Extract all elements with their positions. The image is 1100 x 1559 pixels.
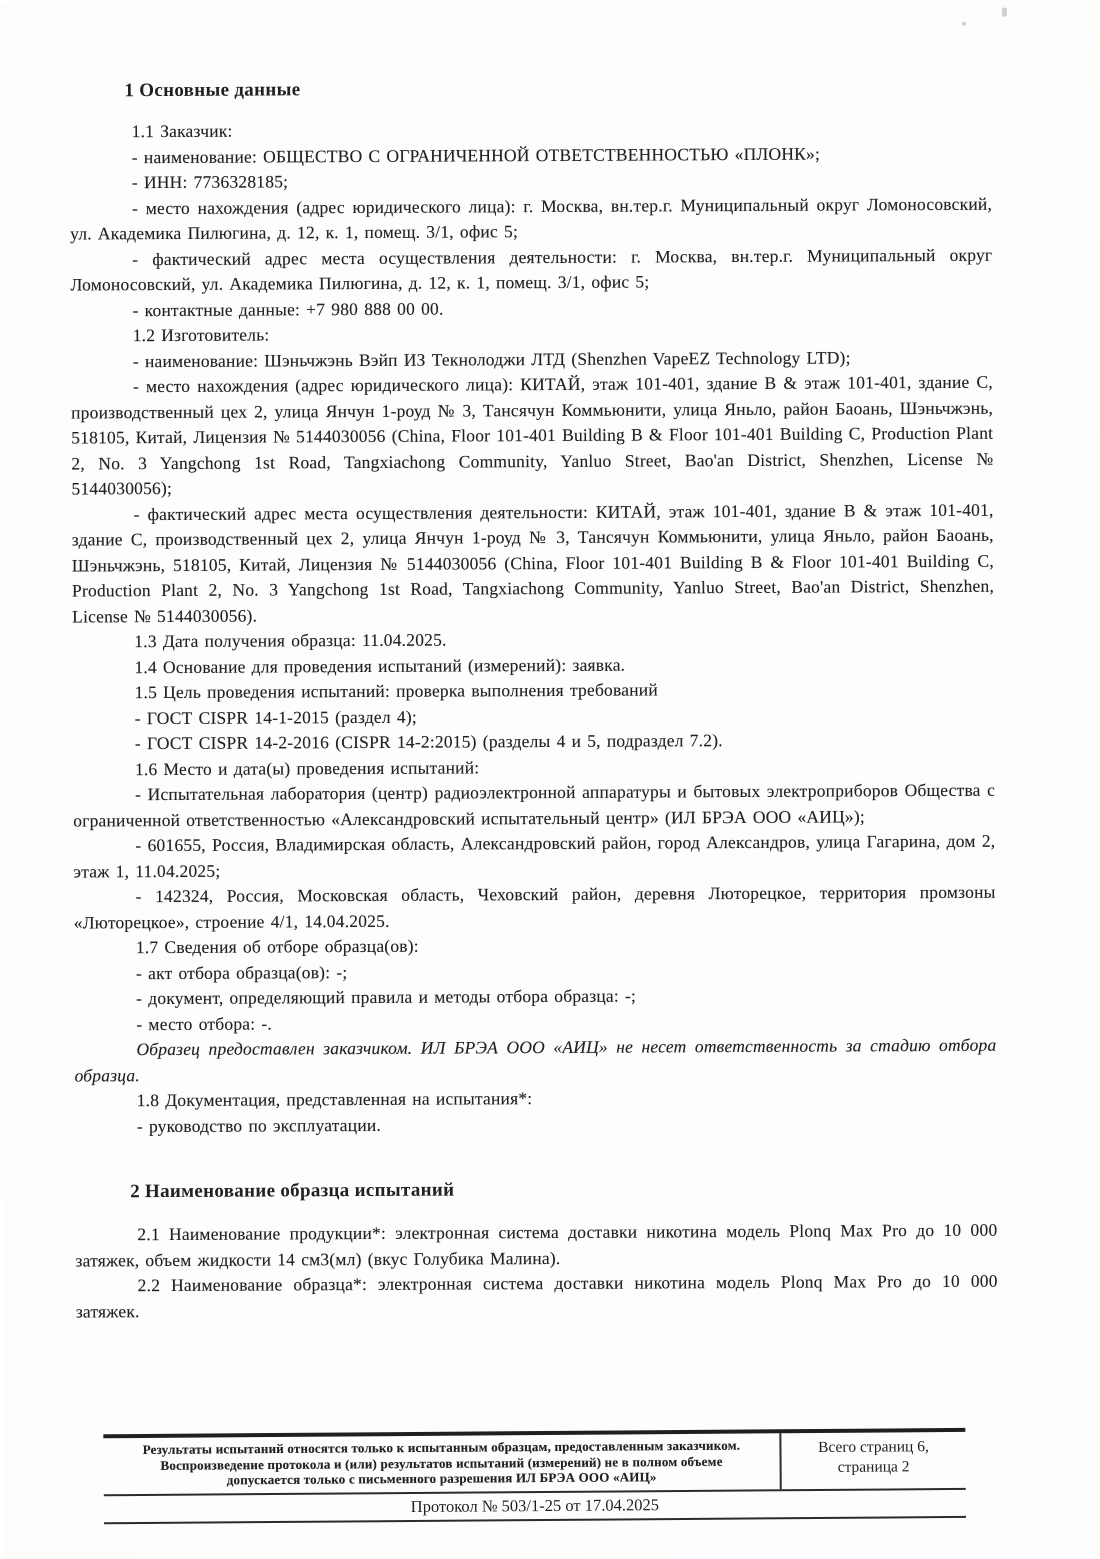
section-2-heading: 2 Наименование образца испытаний [130,1179,455,1203]
paragraph-manufacturer-legal-address: - место нахождения (адрес юридического лица): КИТАЙ, этаж 101-401, здание B & этаж 101-401, здание C, производственный цех 2, улица Янчун 1-роуд № 3, Тансячун Коммьюнити, улица Яньло, район Баоань, Шэньчжэнь, 518105, Китай, Лицензия № 5144030056 (China, Floor 101-401 Building B & Floor 101-401 Building C, Production Plant 2, No. 3 Yangchong 1st Road, Tangxiachong Community, Yanluo Street, Bao'an District, Shenzhen, License № 5144030056); [71,371,994,499]
footer-disclaimer-line-1: Результаты испытаний относятся только к испытанным образцам, предоставленным заказчиком. [142,1437,741,1457]
paragraph-sample-received-date: 1.3 Дата получения образца: 11.04.2025. [134,629,447,652]
paragraph-documentation: 1.8 Документация, представленная на испытания*: [136,1088,533,1111]
paragraph-manufacturer-actual-address: - фактический адрес места осуществления деятельности: КИТАЙ, этаж 101-401, здание B & этаж 101-401, здание C, производственный цех 2, улица Янчун 1-роуд № 3, Тансячун Коммьюнити, улица Яньло, район Баоань, Шэньчжэнь, 518105, Китай, Лицензия № 5144030056 (China, Floor 101-401 Building B & Floor 101-401 Building C, Production Plant 2, No. 3 Yangchong 1st Road, Tangxiachong Community, Yanluo Street, Bao'an District, Shenzhen, License № 5144030056). [71,499,995,626]
scan-artifact [1002,8,1007,17]
paragraph-customer-actual-address: - фактический адрес места осуществления деятельности: г. Москва, вн.тер.г. Муниципальный округ Ломоносовский, ул. Академика Пилюгина, д. 12, к. 1, помещ. 3/1, офис 5; [70,244,993,295]
footer-total-pages: Всего страниц 6, [818,1438,929,1457]
paragraph-manufacturer-name: - наименование: Шэньчжэнь Вэйп ИЗ Текнолоджи ЛТД (Shenzhen VapeEZ Technology LTD); [132,346,851,371]
paragraph-standard-cispr-14-2: - ГОСТ CISPR 14-2-2016 (CISPR 14-2:2015) (разделы 4 и 5, подраздел 7.2). [134,730,723,754]
paragraph-sample-name: 2.2 Наименование образца*: электронная система доставки никотина модель Plonq Max Pro до 10 000 затяжек. [75,1270,998,1321]
paragraph-customer-contacts: - контактные данные: +7 980 888 00 00. [132,298,444,320]
paragraph-test-place-dates: 1.6 Место и дата(ы) проведения испытаний: [134,756,480,779]
paragraph-sampling-act: - акт отбора образца(ов): -; [135,961,348,983]
paragraph-customer-name: - наименование: ОБЩЕСТВО С ОГРАНИЧЕННОЙ ОТВЕТСТВЕННОСТЬЮ «ПЛОНК»; [131,143,821,167]
paragraph-customer-inn: - ИНН: 7736328185; [131,171,289,193]
scan-artifact [962,22,966,26]
footer-disclaimer-line-3: допускается только с письменного разрешения ИЛ БРЭА ООО «АИЦ» [226,1469,657,1488]
footer-current-page: страница 2 [837,1458,910,1476]
paragraph-customer: 1.1 Заказчик: [131,120,233,142]
paragraph-test-purpose: 1.5 Цель проведения испытаний: проверка выполнения требований [134,679,658,703]
paragraph-sampling-info: 1.7 Сведения об отборе образца(ов): [135,935,419,958]
footer-row-disclaimer [103,1432,965,1496]
footer-disclaimer [103,1433,781,1493]
sample-disclaimer-note: Образец предоставлен заказчиком. ИЛ БРЭА ООО «АИЦ» не несет ответственность за стадию отбора образца. [74,1034,997,1085]
paragraph-test-basis: 1.4 Основание для проведения испытаний (измерений): заявка. [134,654,626,677]
protocol-number: Протокол № 503/1-25 от 17.04.2025 [104,1489,966,1523]
footer-disclaimer-line-2: Воспроизведение протокола и (или) результатов испытаний (измерений) не в полном объеме [160,1453,723,1473]
paragraph-standard-cispr-14-1: - ГОСТ CISPR 14-1-2015 (раздел 4); [134,706,417,728]
footer-page-count [781,1432,965,1489]
paragraph-customer-legal-address: - место нахождения (адрес юридического лица): г. Москва, вн.тер.г. Муниципальный округ Ломоносовский, ул. Академика Пилюгина, д. 12, к. 1, помещ. 3/1, офис 5; [70,193,993,244]
paragraph-lab-address-2: - 142324, Россия, Московская область, Чеховский район, деревня Люторецкое, территория промзоны «Люторецкое», строение 4/1, 14.04.2025. [73,881,996,932]
paragraph-manufacturer: 1.2 Изготовитель: [132,324,270,346]
paragraph-product-name: 2.1 Наименование продукции*: электронная система доставки никотина модель Plonq Max Pro до 10 000 затяжек, объем жидкости 14 см3(мл) (вкус Голубика Малина). [75,1219,998,1270]
paragraph-lab-address-1: - 601655, Россия, Владимирская область, Александровский район, город Александров, улица Гагарина, дом 2, этаж 1, 11.04.2025; [73,830,996,881]
paragraph-sampling-document: - документ, определяющий правила и методы отбора образца: -; [136,985,637,1009]
section-1-heading: 1 Основные данные [124,79,301,102]
paragraph-sampling-place: - место отбора: -. [136,1012,273,1034]
paragraph-test-lab: - Испытательная лаборатория (центр) радиоэлектронной аппаратуры и бытовых электроприборов Общества с ограниченной ответственностью «Александровский испытательный центр» (ИЛ БРЭА ООО «АИЦ»); [73,779,996,830]
footer-table [103,1428,966,1524]
paragraph-user-manual: - руководство по эксплуатации. [136,1114,382,1136]
